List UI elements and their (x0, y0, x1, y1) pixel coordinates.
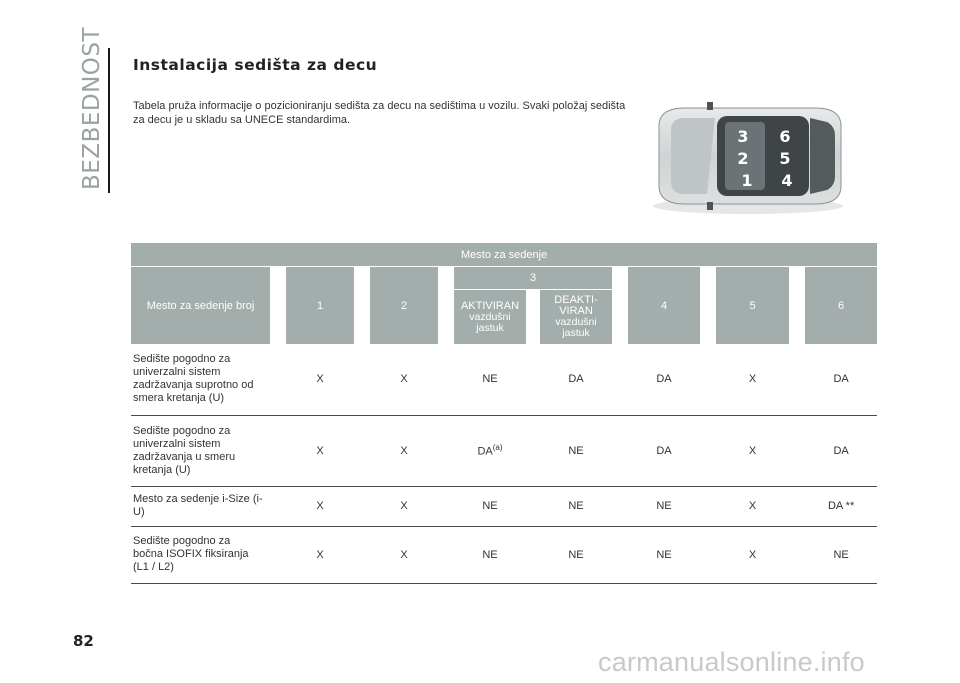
cell: DA ** (805, 486, 877, 526)
cell: X (370, 526, 438, 583)
row-label: Sedište pogodno za univerzalni sistem zadržavanja suprotno od smera kretanja (U) (131, 344, 270, 415)
row-label: Mesto za sedenje i-Size (i- U) (131, 486, 270, 526)
cell: DA (628, 344, 700, 415)
cell: NE (454, 526, 526, 583)
row-header: Mesto za sedenje broj (131, 267, 270, 345)
cell: DA$^{(a)}$ (454, 415, 526, 486)
section-label: BEZBEDNOST (79, 26, 105, 190)
cell: NE (805, 526, 877, 583)
cell: NE (540, 526, 612, 583)
cell: X (286, 486, 354, 526)
cell: NE (540, 486, 612, 526)
cell: NE (454, 486, 526, 526)
cell: DA (628, 415, 700, 486)
page-number: 82 (73, 632, 94, 650)
footnote-marker: (a) (492, 443, 503, 453)
watermark: carmanualsonline.info (598, 647, 865, 677)
seat-number-3: 3 (737, 127, 749, 146)
col-header-4: 4 (628, 267, 700, 345)
table-row (131, 344, 877, 415)
cell: X (370, 344, 438, 415)
cell: DA (805, 415, 877, 486)
col-header-3a: AKTIVIRAN vazdušni jastuk (454, 290, 526, 345)
row-label: Sedište pogodno za univerzalni sistem zadržavanja u smeru kretanja (U) (131, 415, 270, 486)
cell: NE (454, 344, 526, 415)
cell: X (716, 415, 789, 486)
col-header-1: 1 (286, 267, 354, 345)
cell: X (286, 415, 354, 486)
row-label: Sedište pogodno za bočna ISOFIX fiksiranja (L1 / L2) (131, 526, 270, 583)
cell: NE (628, 486, 700, 526)
col-header-3b: DEAKTI- VIRAN vazdušni jastuk (540, 290, 612, 345)
cell: X (286, 344, 354, 415)
cell: NE (628, 526, 700, 583)
seat-number-4: 4 (781, 171, 793, 190)
col-header-5: 5 (716, 267, 789, 345)
seat-compatibility-table (131, 243, 877, 584)
cell: DA (540, 344, 612, 415)
seat-number-5: 5 (779, 149, 791, 168)
seat-number-2: 2 (737, 149, 749, 168)
seat-number-1: 1 (741, 171, 753, 190)
group-header: Mesto za sedenje (131, 243, 877, 267)
section-divider (108, 48, 110, 193)
col-header-3: 3 (454, 267, 612, 290)
page-title: Instalacija sedišta za decu (133, 56, 378, 74)
seat-number-6: 6 (779, 127, 791, 146)
col-header-6: 6 (805, 267, 877, 345)
table-row (131, 486, 877, 526)
cell: X (716, 486, 789, 526)
intro-paragraph: Tabela pruža informacije o pozicioniranju sedišta za decu na sedištima u vozilu. Svaki položaj sedišta za decu je u skladu sa UNECE standardima. (133, 100, 626, 126)
col-header-2: 2 (370, 267, 438, 345)
car-top-view-image (645, 96, 850, 216)
cell: X (286, 526, 354, 583)
cell: X (716, 344, 789, 415)
section-tab (78, 26, 106, 190)
table-row (131, 415, 877, 486)
cell: NE (540, 415, 612, 486)
cell: DA (805, 344, 877, 415)
cell: X (716, 526, 789, 583)
cell: X (370, 486, 438, 526)
cell: X (370, 415, 438, 486)
table-row (131, 526, 877, 583)
